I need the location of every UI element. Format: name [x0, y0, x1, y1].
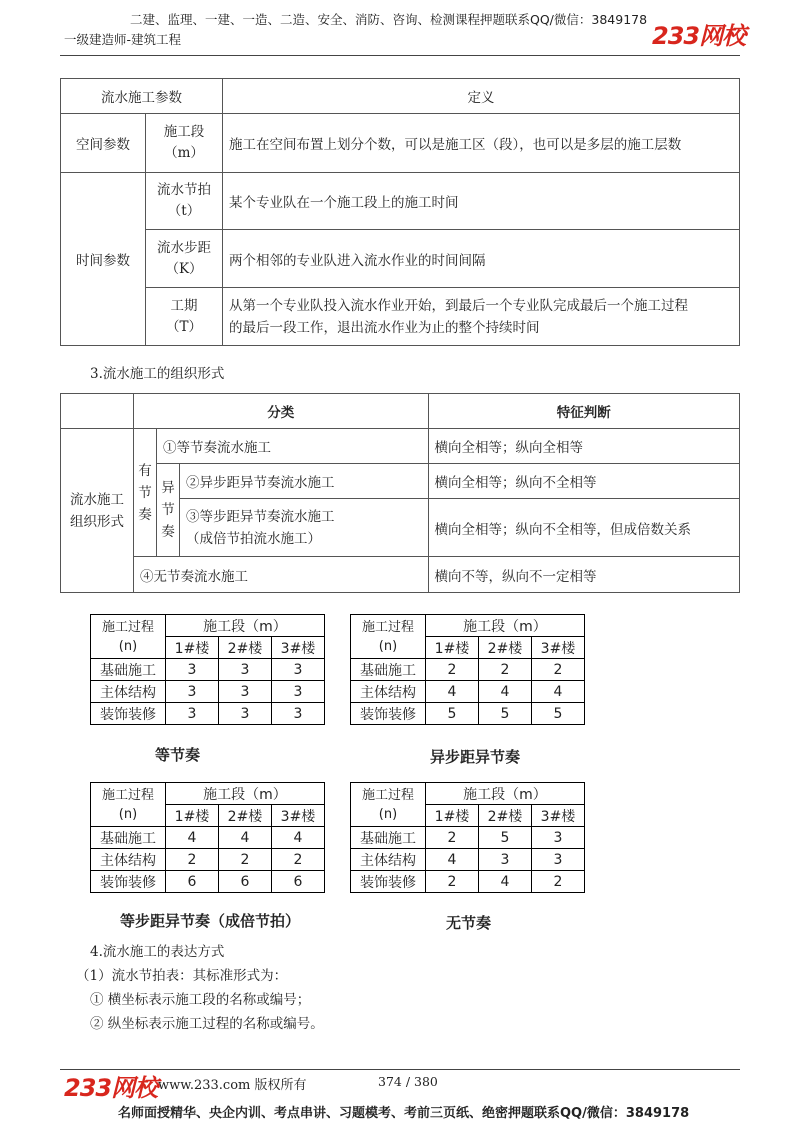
process-header-line: 施工过程: [101, 787, 154, 803]
forms-head-class: 分类: [134, 394, 429, 429]
duration-cell: 6: [272, 871, 325, 893]
header-promo: 二建、监理、一建、一造、二造、安全、消防、咨询、检测课程押题联系QQ/微信：3849178: [130, 12, 648, 27]
params-name-cell: [146, 114, 223, 173]
duration-cell: 4: [272, 827, 325, 849]
duration-cell: 3: [532, 849, 585, 871]
process-name: 主体结构: [351, 849, 426, 871]
process-header-line: (n): [118, 806, 138, 822]
duration-cell: 3: [166, 681, 219, 703]
duration-cell: 4: [479, 681, 532, 703]
footer-site: www.233.com 版权所有: [158, 1078, 307, 1093]
param-name: 流水步距: [157, 239, 211, 256]
duration-cell: 4: [219, 827, 272, 849]
process-name: 主体结构: [91, 681, 166, 703]
schedule-caption: 等步距异节奏（成倍节拍）: [120, 912, 301, 930]
forms-head-feature: 特征判断: [428, 394, 740, 429]
forms-rhythmic-text: [138, 460, 152, 526]
params-def-cell: 两个相邻的专业队进入流水作业的时间间隔: [223, 230, 740, 288]
building-header: 2#楼: [479, 637, 532, 659]
params-table: [60, 78, 740, 346]
forms-group-line: 流水施工: [70, 491, 124, 508]
process-header: [351, 783, 426, 827]
header-logo-text: 233网校: [652, 22, 746, 50]
duration-cell: 2: [532, 659, 585, 681]
header-divider: [60, 55, 740, 56]
duration-cell: 6: [219, 871, 272, 893]
footer-divider: [60, 1069, 740, 1070]
building-header: 1#楼: [426, 805, 479, 827]
params-time-group: 时间参数: [61, 173, 146, 346]
process-header: [91, 615, 166, 659]
duration-cell: 3: [166, 703, 219, 725]
param-name: 施工段: [163, 124, 205, 140]
duration-cell: 2: [219, 849, 272, 871]
process-header-line: (n): [118, 638, 138, 654]
forms-head-blank: [61, 394, 134, 429]
process-name: 装饰装修: [91, 703, 166, 725]
section4-line: ① 横坐标表示施工段的名称或编号；: [90, 992, 311, 1008]
duration-cell: 2: [426, 827, 479, 849]
process-name: 基础施工: [351, 827, 426, 849]
schedule-table: [350, 782, 585, 893]
duration-cell: 3: [532, 827, 585, 849]
header-logo: [652, 16, 745, 51]
building-header: 1#楼: [166, 637, 219, 659]
duration-cell: 4: [426, 681, 479, 703]
char: 有: [138, 462, 152, 479]
section3-heading: 3.流水施工的组织形式: [90, 366, 225, 382]
header-subtitle: 一级建造师-建筑工程: [64, 32, 182, 47]
forms-name-line: （成倍节拍流水施工）: [186, 530, 321, 547]
building-header: 2#楼: [219, 805, 272, 827]
params-head-param: 流水施工参数: [61, 79, 223, 114]
section4-heading: 4.流水施工的表达方式: [90, 944, 225, 960]
duration-cell: 3: [272, 681, 325, 703]
building-header: 3#楼: [532, 637, 585, 659]
duration-cell: 4: [426, 849, 479, 871]
param-symbol: （t）: [167, 203, 201, 219]
process-header: [91, 783, 166, 827]
process-name: 基础施工: [91, 827, 166, 849]
params-name-cell: [146, 288, 223, 346]
forms-name-cell: [180, 499, 429, 557]
forms-async-cell: [157, 464, 180, 557]
duration-cell: 3: [166, 659, 219, 681]
process-header-line: 施工过程: [361, 787, 414, 803]
section-header: 施工段（m）: [166, 783, 325, 805]
page-number: 374 / 380: [378, 1074, 438, 1089]
duration-cell: 3: [272, 659, 325, 681]
process-name: 主体结构: [351, 681, 426, 703]
forms-table: [60, 393, 740, 593]
process-name: 装饰装修: [351, 703, 426, 725]
duration-cell: 5: [479, 703, 532, 725]
forms-feature-cell: 横向不等，纵向不一定相等: [428, 557, 740, 593]
building-header: 3#楼: [272, 805, 325, 827]
char: 异: [161, 480, 175, 496]
param-symbol: （T）: [165, 318, 202, 335]
building-header: 3#楼: [532, 805, 585, 827]
duration-cell: 2: [272, 849, 325, 871]
duration-cell: 6: [166, 871, 219, 893]
schedule-table: [350, 614, 585, 725]
duration-cell: 4: [479, 871, 532, 893]
section-header: 施工段（m）: [166, 615, 325, 637]
forms-async-text: [161, 477, 175, 543]
duration-cell: 2: [166, 849, 219, 871]
building-header: 2#楼: [219, 637, 272, 659]
footer-promo: 名师面授精华、央企内训、考点串讲、习题模考、考前三页纸、绝密押题联系QQ/微信：3849178: [118, 1106, 690, 1121]
forms-feature-cell: 横向全相等；纵向全相等: [428, 429, 740, 464]
param-symbol: （m）: [164, 145, 204, 161]
duration-cell: 3: [219, 681, 272, 703]
schedule-caption: 异步距异节奏: [430, 748, 521, 766]
process-name: 基础施工: [91, 659, 166, 681]
building-header: 1#楼: [166, 805, 219, 827]
duration-cell: 5: [532, 703, 585, 725]
forms-group-line: 组织形式: [70, 513, 124, 530]
process-name: 基础施工: [351, 659, 426, 681]
process-header-line: (n): [378, 638, 398, 654]
forms-name-line: ③等步距异节奏流水施工: [186, 508, 335, 525]
params-def-cell: 施工在空间布置上划分个数，可以是施工区（段），也可以是多层的施工层数: [223, 114, 740, 173]
forms-rhythmic-cell: [134, 429, 157, 557]
duration-cell: 4: [532, 681, 585, 703]
process-name: 主体结构: [91, 849, 166, 871]
building-header: 3#楼: [272, 637, 325, 659]
char: 奏: [138, 506, 152, 523]
param-def-line: 从第一个专业队投入流水作业开始，到最后一个专业队完成最后一个施工过程: [229, 297, 688, 314]
char: 节: [138, 484, 152, 501]
duration-cell: 2: [426, 659, 479, 681]
param-name: 工期: [170, 297, 198, 314]
process-header: [351, 615, 426, 659]
params-def-cell: 某个专业队在一个施工段上的施工时间: [223, 173, 740, 230]
duration-cell: 5: [479, 827, 532, 849]
duration-cell: 3: [479, 849, 532, 871]
process-header-line: 施工过程: [361, 619, 414, 635]
process-name: 装饰装修: [91, 871, 166, 893]
forms-name-cell: ②异步距异节奏流水施工: [180, 464, 429, 499]
params-name-cell: [146, 230, 223, 288]
section-header: 施工段（m）: [426, 783, 585, 805]
params-name-cell: [146, 173, 223, 230]
duration-cell: 5: [426, 703, 479, 725]
schedule-caption: 等节奏: [155, 746, 201, 764]
schedule-caption: 无节奏: [446, 914, 492, 932]
duration-cell: 3: [219, 659, 272, 681]
footer-logo: [64, 1068, 157, 1103]
forms-feature-cell: 横向全相等；纵向不全相等，但成倍数关系: [428, 499, 740, 557]
params-head-def: 定义: [223, 79, 740, 114]
footer-logo-text: 233网校: [64, 1074, 158, 1102]
param-name: 流水节拍: [157, 182, 211, 198]
forms-group-cell: [61, 429, 134, 593]
building-header: 1#楼: [426, 637, 479, 659]
duration-cell: 2: [479, 659, 532, 681]
duration-cell: 2: [532, 871, 585, 893]
params-def-cell: [223, 288, 740, 346]
schedule-table: [90, 782, 325, 893]
building-header: 2#楼: [479, 805, 532, 827]
forms-name-cell: ④无节奏流水施工: [134, 557, 429, 593]
param-def-line: 的最后一段工作，退出流水作业为止的整个持续时间: [229, 319, 540, 336]
process-header-line: 施工过程: [101, 619, 154, 635]
process-header-line: (n): [378, 806, 398, 822]
forms-feature-cell: 横向全相等；纵向不全相等: [428, 464, 740, 499]
duration-cell: 3: [272, 703, 325, 725]
duration-cell: 3: [219, 703, 272, 725]
duration-cell: 4: [166, 827, 219, 849]
schedule-table: [90, 614, 325, 725]
section4-line: （1）流水节拍表：其标准形式为：: [76, 968, 288, 984]
char: 节: [161, 502, 175, 518]
param-symbol: （K）: [165, 260, 203, 277]
forms-name-cell: ①等节奏流水施工: [157, 429, 429, 464]
params-space-group: 空间参数: [61, 114, 146, 173]
char: 奏: [161, 524, 175, 540]
section-header: 施工段（m）: [426, 615, 585, 637]
duration-cell: 2: [426, 871, 479, 893]
section4-line: ② 纵坐标表示施工过程的名称或编号。: [90, 1016, 324, 1032]
process-name: 装饰装修: [351, 871, 426, 893]
